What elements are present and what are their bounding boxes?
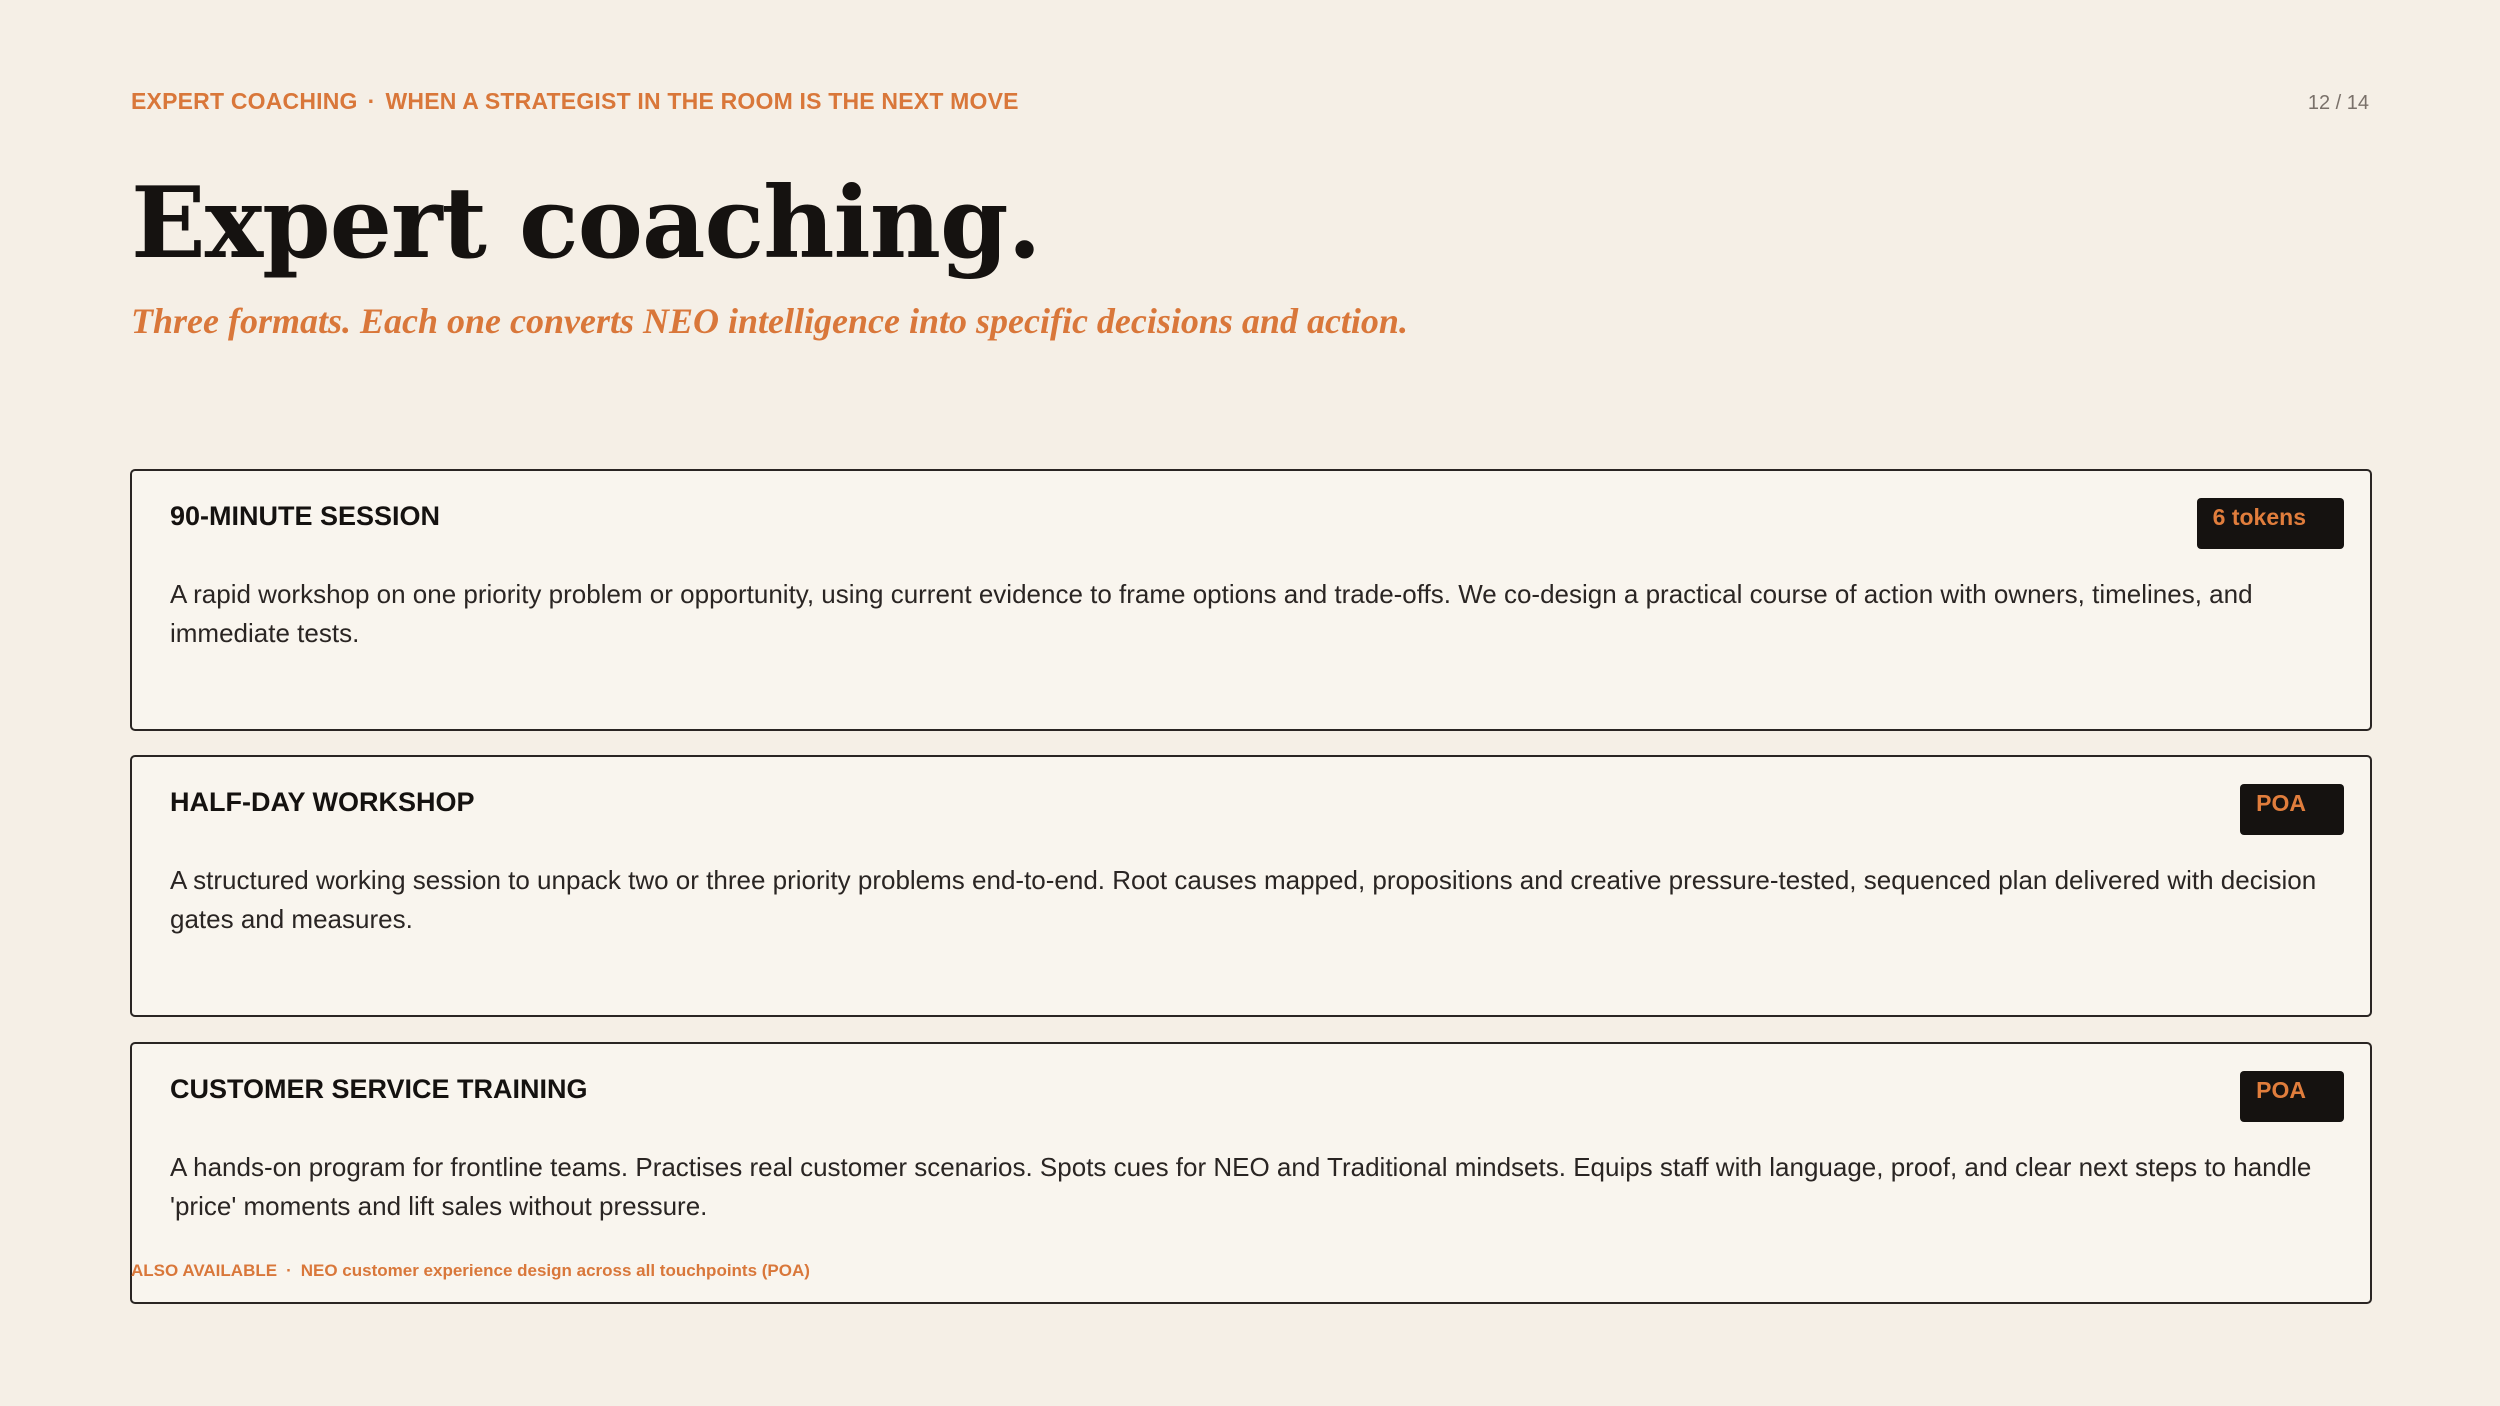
card-90-minute-session: [130, 469, 2372, 731]
card-title: HALF-DAY WORKSHOP: [170, 787, 475, 817]
eyebrow-tagline: WHEN A STRATEGIST IN THE ROOM IS THE NEXT MOVE: [385, 88, 1019, 114]
card-description: A rapid workshop on one priority problem or opportunity, using current evidence to frame options and trade-offs. We co-design a practical course of action with owners, timelines, and immediate tests.: [170, 579, 2253, 648]
card-title: CUSTOMER SERVICE TRAINING: [170, 1074, 588, 1104]
eyebrow-separator: ·: [367, 88, 376, 114]
price-badge: POA: [2240, 1071, 2344, 1122]
page-subtitle: Three formats. Each one converts NEO intelligence into specific decisions and action.: [131, 301, 1408, 341]
card-description: A hands-on program for frontline teams. Practises real customer scenarios. Spots cues for NEO and Traditional mindsets. Equips staff with language, proof, and clear next steps to handle 'price' moments and lift sales without pressure.: [170, 1152, 2312, 1221]
card-title: 90-MINUTE SESSION: [170, 501, 441, 531]
price-badge: 6 tokens: [2197, 498, 2344, 549]
footnote-text: NEO customer experience design across all touchpoints (POA): [300, 1261, 810, 1280]
card-half-day-workshop: [130, 755, 2372, 1017]
eyebrow-section: EXPERT COACHING: [131, 88, 358, 114]
card-description: A structured working session to unpack two or three priority problems end-to-end. Root causes mapped, propositions and creative pressure-tested, sequenced plan delivered with decision gates and measures.: [170, 865, 2317, 934]
price-badge: POA: [2240, 784, 2344, 835]
page-number: 12 / 14: [2307, 92, 2369, 114]
eyebrow: [131, 88, 1019, 115]
footnote-label: ALSO AVAILABLE: [131, 1261, 278, 1280]
page-title: Expert coaching.: [131, 166, 1041, 281]
footnote-separator: ·: [286, 1261, 292, 1280]
also-available-note: [131, 1261, 810, 1281]
